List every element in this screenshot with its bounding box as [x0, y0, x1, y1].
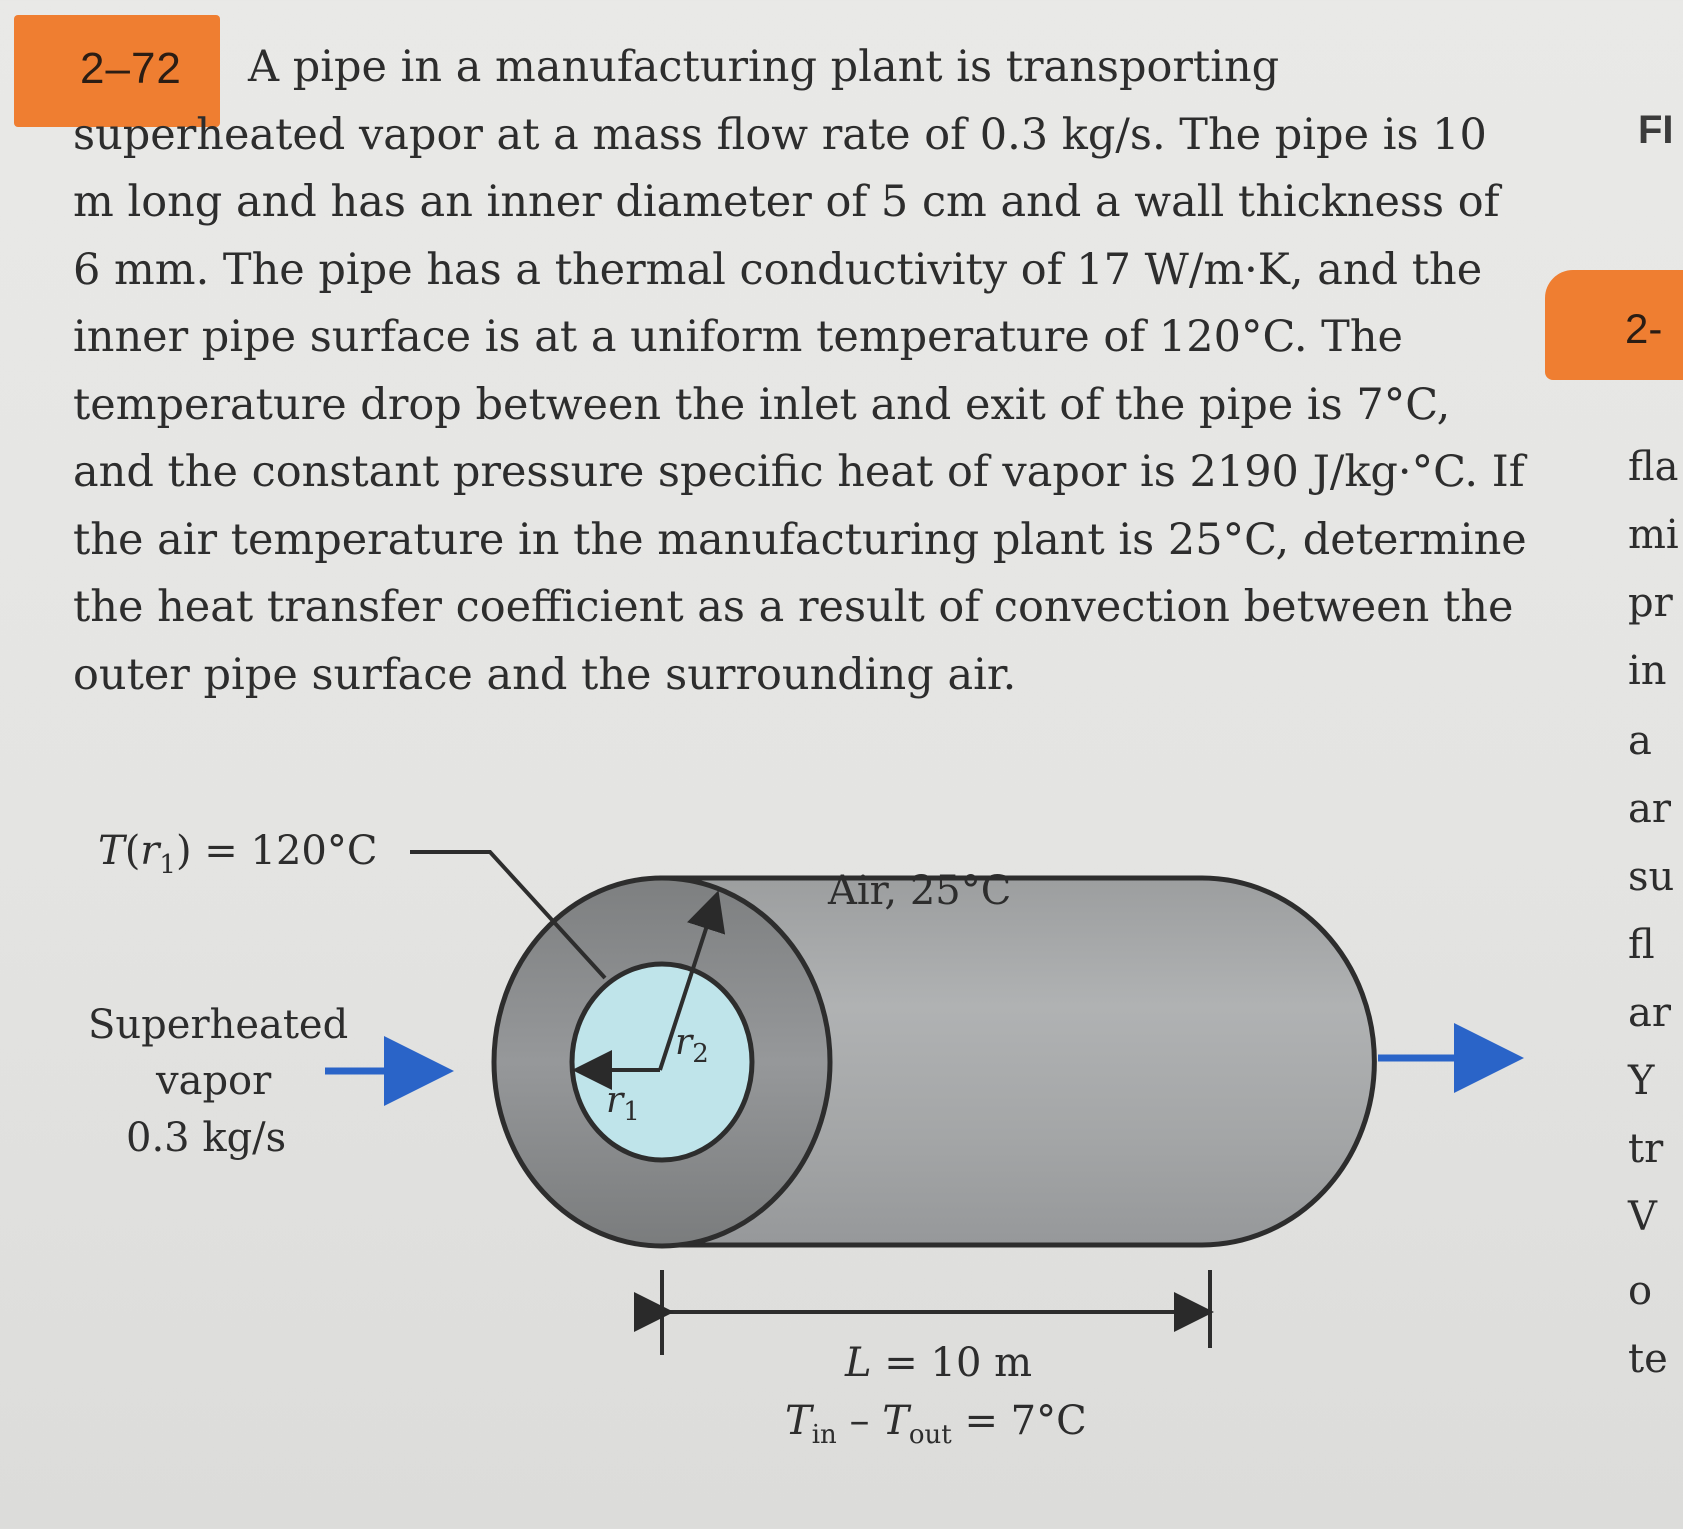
- right-fragment: Y: [1628, 1058, 1655, 1104]
- inner-temp-label: $T(r_1) = 120^\circ C$: [98, 828, 378, 880]
- flow-label-line1: Superheated: [88, 1002, 349, 1048]
- r1-label: $r_1$: [606, 1080, 640, 1128]
- right-problem-number: 2-: [1625, 305, 1663, 352]
- problem-text: A pipe in a manufacturing plant is transporting superheated vapor at a mass flow rate of 0.3 kg/s. The pipe is 10 m long and has an inner diameter of 5 cm and a wall thickness of 6 mm. The pipe has a thermal conductivity of 17 W/m·K, and the inner pipe surface is at a uniform temperature of 120°C. The temperature drop between the inlet and exit of the pipe is 7°C, and the constant pressure specific heat of vapor is 2190 J/kg·°C. If the air temperature in the manufacturing plant is 25°C, determine the heat transfer coefficient as a result of convection between the outer pipe surface and the surrounding air.: [73, 42, 1527, 700]
- right-fragment: te: [1628, 1336, 1668, 1382]
- right-fragment: fla: [1628, 444, 1679, 490]
- right-fragment: fl: [1628, 922, 1655, 968]
- right-fragment: tr: [1628, 1126, 1664, 1172]
- right-fragment: mi: [1628, 512, 1679, 558]
- right-fragment: ar: [1628, 786, 1671, 832]
- air-label: Air, 25°C: [828, 868, 1012, 914]
- right-fragment: in: [1628, 648, 1667, 694]
- right-column-heading: FI: [1638, 108, 1674, 152]
- right-fragment: o: [1628, 1268, 1653, 1314]
- right-fragment: pr: [1628, 580, 1673, 626]
- flow-label-line2: vapor: [156, 1058, 272, 1104]
- temperature-drop-label: $T_{in} - T_{out} = 7^\circ C$: [785, 1398, 1087, 1450]
- right-fragment: ar: [1628, 990, 1671, 1036]
- right-fragment: su: [1628, 854, 1675, 900]
- flow-label-line3: 0.3 kg/s: [126, 1115, 287, 1161]
- problem-number: 2–72: [80, 44, 182, 93]
- right-fragment: a: [1628, 718, 1652, 764]
- r2-label: $r_2$: [675, 1022, 709, 1070]
- right-fragment: V: [1628, 1194, 1657, 1240]
- length-label: L = 10 m: [845, 1340, 1033, 1386]
